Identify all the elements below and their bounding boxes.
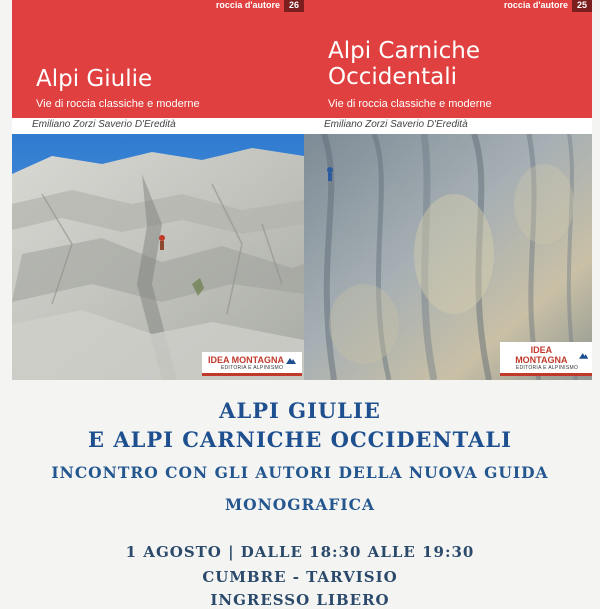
book-cover-alpi-giulie — [12, 0, 304, 380]
event-entry: INGRESSO LIBERO — [210, 591, 390, 609]
series-number: 26 — [284, 0, 304, 12]
cover-subtitle: Vie di roccia classiche e moderne — [328, 98, 492, 110]
cover-authors: Emiliano Zorzi Saverio D'Eredità — [32, 119, 176, 130]
series-name: roccia d'autore — [210, 0, 284, 10]
series-number: 25 — [572, 0, 592, 12]
series-name: roccia d'autore — [498, 0, 572, 10]
publisher-brand-text: IDEA MONTAGNA — [515, 345, 568, 365]
publisher-brand-text: IDEA MONTAGNA — [208, 355, 284, 365]
publisher-logo — [500, 342, 592, 376]
event-intro-line2: MONOGRAFICA — [224, 495, 376, 514]
mountain-icon — [286, 357, 296, 364]
cover-title-line: Occidentali — [328, 64, 458, 90]
cover-subtitle: Vie di roccia classiche e moderne — [36, 98, 200, 110]
series-tag — [498, 0, 592, 12]
cover-photo-limestone-slab — [12, 134, 304, 380]
series-tag — [210, 0, 304, 12]
cover-title-line: Alpi Carniche — [328, 38, 480, 64]
publisher-tagline: EDITORIA E ALPINISMO — [515, 365, 579, 371]
event-intro-line1: INCONTRO CON GLI AUTORI DELLA NUOVA GUIDA — [51, 463, 549, 482]
publisher-brand — [208, 355, 296, 365]
event-title-line2: E ALPI CARNICHE OCCIDENTALI — [88, 427, 512, 452]
publisher-tagline: EDITORIA E ALPINISMO — [220, 365, 284, 371]
event-title-line1: ALPI GIULIE — [219, 398, 381, 423]
event-location: CUMBRE - TARVISIO — [202, 568, 398, 586]
cover-title — [328, 38, 480, 90]
cover-title-line: Alpi Giulie — [36, 66, 153, 92]
cover-authors: Emiliano Zorzi Saverio D'Eredità — [324, 119, 468, 130]
publisher-logo — [202, 352, 302, 376]
cover-title — [36, 66, 152, 92]
mountain-icon — [579, 352, 588, 359]
book-cover-alpi-carniche-occidentali — [304, 0, 592, 380]
event-datetime: 1 AGOSTO | DALLE 18:30 ALLE 19:30 — [125, 543, 475, 561]
publisher-brand — [506, 345, 588, 365]
